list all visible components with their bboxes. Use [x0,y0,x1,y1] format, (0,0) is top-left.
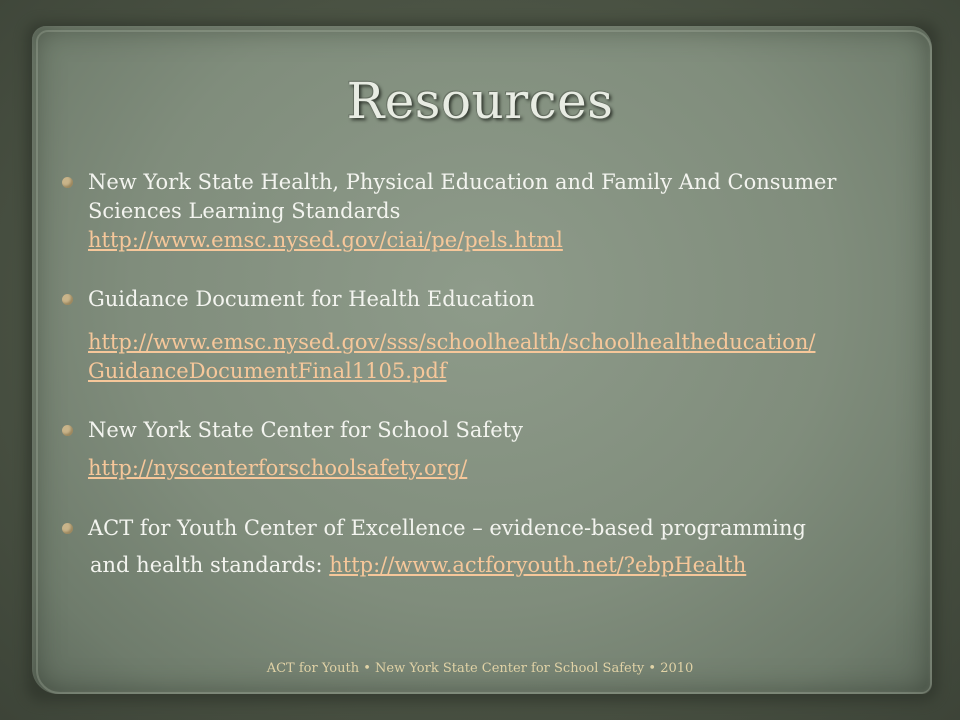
resource-text: Guidance Document for Health Education [88,287,535,311]
bullet-icon [62,177,73,188]
resource-item-standards [60,168,900,255]
resource-text: New York State Center for School Safety [88,418,523,442]
slide-title: Resources [346,72,614,130]
resource-link-school-safety[interactable]: http://nyscenterforschoolsafety.org/ [88,456,468,480]
slide-footer: ACT for Youth • New York State Center for School Safety • 2010 [266,661,694,676]
bullet-icon [62,523,73,534]
resource-link-guidance[interactable]: http://www.emsc.nysed.gov/sss/schoolhealth/schoolhealtheducation/ GuidanceDocumentFinal1105.pdf [88,330,816,383]
resource-link-guidance-wrap [88,328,900,386]
resource-item-act-for-youth [60,514,900,580]
resource-item-school-safety [60,416,900,483]
resource-link-standards[interactable]: http://www.emsc.nysed.gov/ciai/pe/pels.html [88,228,563,252]
bullet-icon [62,294,73,305]
resource-text-continued: and health standards: [90,553,330,577]
bullet-icon [62,425,73,436]
resource-item-guidance [60,285,900,386]
resource-list [60,168,900,580]
resource-text: ACT for Youth Center of Excellence – evidence-based programming [88,516,806,540]
resource-text: New York State Health, Physical Education and Family And Consumer Sciences Learning Standards [88,170,837,223]
resource-link-act-for-youth[interactable]: http://www.actforyouth.net/?ebpHealth [329,553,747,577]
